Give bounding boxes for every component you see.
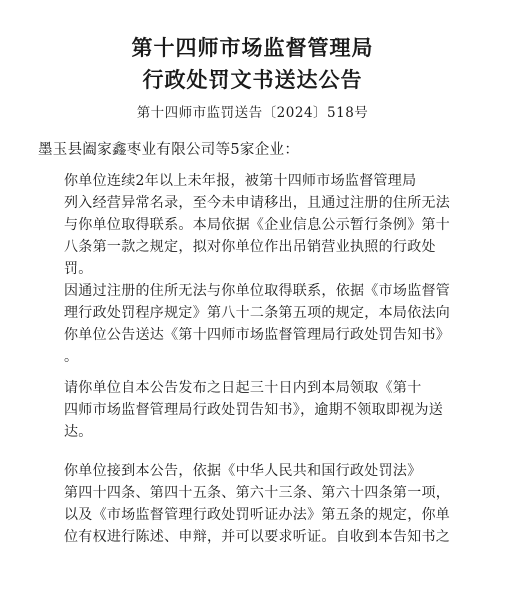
paragraph-3: 你单位接到本公告，依据《中华人民共和国行政处罚法》 第四十四条、第四十五条、第六十三条、第六十四条第一项， 以及《市场监督管理行政处罚听证办法》第五条的规定，你单 位有权进行陈述、申辩，并可以要求听证。自收到本告知书之 <box>64 463 451 545</box>
title-line-1: 第十四师市场监督管理局 <box>131 35 374 60</box>
title-line-2: 行政处罚文书送达公告 <box>142 67 363 92</box>
paragraph-2: 请你单位自本公告发布之日起三十日内到本局领取《第十 四师市场监督管理局行政处罚告知书》，逾期不领取即视为送 达。 <box>64 380 444 440</box>
salutation: 墨玉县阖家鑫枣业有限公司等5家企业： <box>38 142 300 158</box>
document-number: 第十四师市监罚送告〔2024〕518号 <box>136 105 369 121</box>
paragraph-1: 你单位连续2年以上未年报，被第十四师市场监督管理局 列入经营异常名录，至今未申请移出，且通过注册的住所无法 与你单位取得联系。本局依据《企业信息公示暂行条例》第十 八条第一款之规定，拟对你单位作出吊销营业执照的行政处罚。 因通过注册的住所无法与你单位取得联系，依据《市场监督管 理行政处罚程序规定》第八十二条第五项的规定，本局依法向 你单位公告送达《第十四师市场监督管理局行政处罚告知书》 。 <box>64 173 451 365</box>
